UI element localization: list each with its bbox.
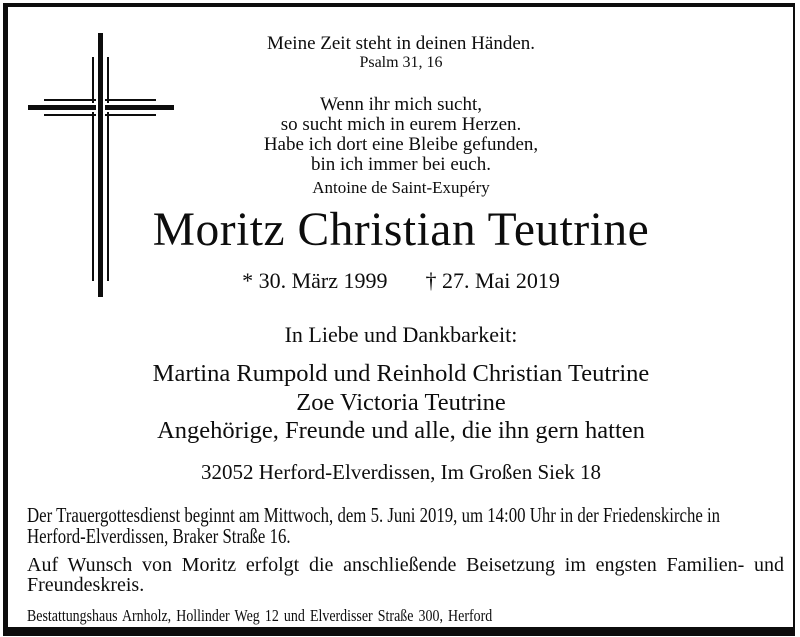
mourners-list — [8, 360, 794, 446]
mourning-intro: In Liebe und Dankbarkeit: — [284, 322, 518, 347]
scripture-quote: Meine Zeit steht in deinen Händen. — [266, 33, 536, 54]
burial-info-line-1: Auf Wunsch von Moritz erfolgt die anschließende Beisetzung im engsten Familien- und — [27, 554, 784, 576]
burial-info-line-2: Freundeskreis. — [27, 574, 145, 596]
scripture-source: Psalm 31, 16 — [359, 54, 443, 71]
poem — [8, 95, 794, 175]
poem-line-1: Wenn ihr mich sucht, — [319, 94, 483, 115]
deceased-name: Moritz Christian Teutrine — [152, 204, 650, 256]
mourner-line-1: Martina Rumpold und Reinhold Christian Teutrine — [152, 360, 650, 387]
life-dates — [8, 270, 794, 292]
mourner-line-3: Angehörige, Freunde und alle, die ihn gern hatten — [157, 417, 645, 444]
poem-line-3: Habe ich dort eine Bleibe gefunden, — [263, 134, 539, 155]
family-address: 32052 Herford-Elverdissen, Im Großen Siek 18 — [200, 460, 602, 484]
poem-line-2: so sucht mich in eurem Herzen. — [280, 114, 522, 135]
service-info-line-1: Der Trauergottesdienst beginnt am Mittwoch, dem 5. Juni 2019, um 14:00 Uhr in der Friedenskirche in — [27, 503, 721, 527]
poem-line-4: bin ich immer bei euch. — [311, 154, 491, 175]
mourner-line-2: Zoe Victoria Teutrine — [296, 388, 506, 416]
funeral-home-info: Bestattungshaus Arnholz, Hollinder Weg 12 und Elverdisser Straße 300, Herford — [27, 606, 493, 625]
birth-date: * 30. März 1999 — [242, 268, 388, 293]
poem-author: Antoine de Saint-Exupéry — [312, 178, 490, 197]
service-info-line-2: Herford-Elverdissen, Braker Straße 16. — [27, 524, 291, 548]
death-date: † 27. Mai 2019 — [425, 268, 560, 293]
